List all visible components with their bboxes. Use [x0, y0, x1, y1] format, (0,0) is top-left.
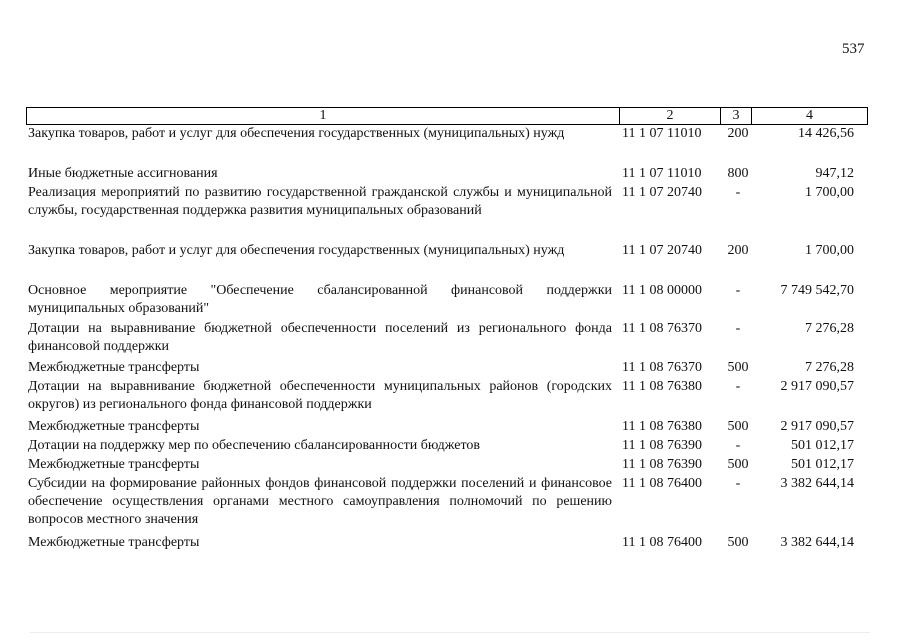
row-amount: 2 917 090,57	[780, 419, 854, 434]
scan-artifact-line	[30, 632, 870, 633]
row-amount: 947,12	[815, 166, 854, 181]
header-col-3: 3	[721, 108, 752, 125]
row-name: Межбюджетные трансферты	[28, 457, 200, 472]
row-expense-type: -	[735, 379, 741, 394]
row-code: 11 1 07 20740	[622, 185, 702, 200]
row-expense-type: -	[735, 476, 741, 491]
row-name: Дотации на выравнивание бюджетной обеспеченности поселений из регионального фонда финансовой поддержки	[28, 321, 612, 354]
row-code: 11 1 07 11010	[622, 166, 702, 181]
header-col-4: 4	[752, 108, 868, 125]
row-code: 11 1 08 76380	[622, 379, 702, 394]
row-expense-type: 800	[727, 166, 749, 181]
row-name: Межбюджетные трансферты	[28, 535, 200, 550]
row-code: 11 1 08 76400	[622, 476, 702, 491]
table-header	[26, 107, 868, 125]
row-expense-type: -	[735, 438, 741, 453]
row-name: Дотации на поддержку мер по обеспечению сбалансированности бюджетов	[28, 438, 480, 453]
row-expense-type: 200	[727, 126, 749, 141]
row-code: 11 1 08 76380	[622, 419, 702, 434]
row-expense-type: 500	[727, 457, 749, 472]
row-name: Основное мероприятие "Обеспечение сбалансированной финансовой поддержки муниципальных образований"	[28, 283, 612, 316]
header-col-2: 2	[620, 108, 721, 125]
row-expense-type: 500	[727, 535, 749, 550]
row-name: Межбюджетные трансферты	[28, 360, 200, 375]
row-expense-type: -	[735, 283, 741, 298]
row-amount: 3 382 644,14	[780, 535, 854, 550]
row-code: 11 1 08 76370	[622, 360, 702, 375]
row-amount: 501 012,17	[791, 438, 854, 453]
row-code: 11 1 08 76390	[622, 457, 702, 472]
row-amount: 7 276,28	[805, 360, 854, 375]
row-code: 11 1 08 00000	[622, 283, 702, 298]
row-amount: 3 382 644,14	[780, 476, 854, 491]
row-name: Межбюджетные трансферты	[28, 419, 200, 434]
row-expense-type: -	[735, 185, 741, 200]
row-amount: 501 012,17	[791, 457, 854, 472]
row-expense-type: 200	[727, 243, 749, 258]
row-name: Дотации на выравнивание бюджетной обеспеченности муниципальных районов (городских округов) из регионального фонда финансовой поддержки	[28, 379, 612, 412]
row-amount: 1 700,00	[805, 185, 854, 200]
row-name: Субсидии на формирование районных фондов финансовой поддержки поселений и финансовое обеспечение осуществления органами местного самоуправления полномочий по решению вопросов местного значения	[28, 476, 612, 527]
row-name: Закупка товаров, работ и услуг для обеспечения государственных (муниципальных) нужд	[28, 126, 565, 141]
page-number: 537	[842, 41, 865, 57]
row-code: 11 1 07 20740	[622, 243, 702, 258]
row-expense-type: 500	[727, 419, 749, 434]
row-name: Закупка товаров, работ и услуг для обеспечения государственных (муниципальных) нужд	[28, 243, 565, 258]
header-col-1: 1	[27, 108, 620, 125]
row-amount: 7 276,28	[805, 321, 854, 336]
row-amount: 2 917 090,57	[780, 379, 854, 394]
row-amount: 7 749 542,70	[780, 283, 854, 298]
row-name: Реализация мероприятий по развитию государственной гражданской службы и муниципальной службы, государственная поддержка развития муниципальных образований	[28, 185, 612, 218]
row-code: 11 1 08 76390	[622, 438, 702, 453]
row-code: 11 1 08 76370	[622, 321, 702, 336]
row-expense-type: -	[735, 321, 741, 336]
row-amount: 1 700,00	[805, 243, 854, 258]
row-name: Иные бюджетные ассигнования	[28, 166, 218, 181]
row-code: 11 1 08 76400	[622, 535, 702, 550]
row-code: 11 1 07 11010	[622, 126, 702, 141]
row-expense-type: 500	[727, 360, 749, 375]
row-amount: 14 426,56	[798, 126, 854, 141]
